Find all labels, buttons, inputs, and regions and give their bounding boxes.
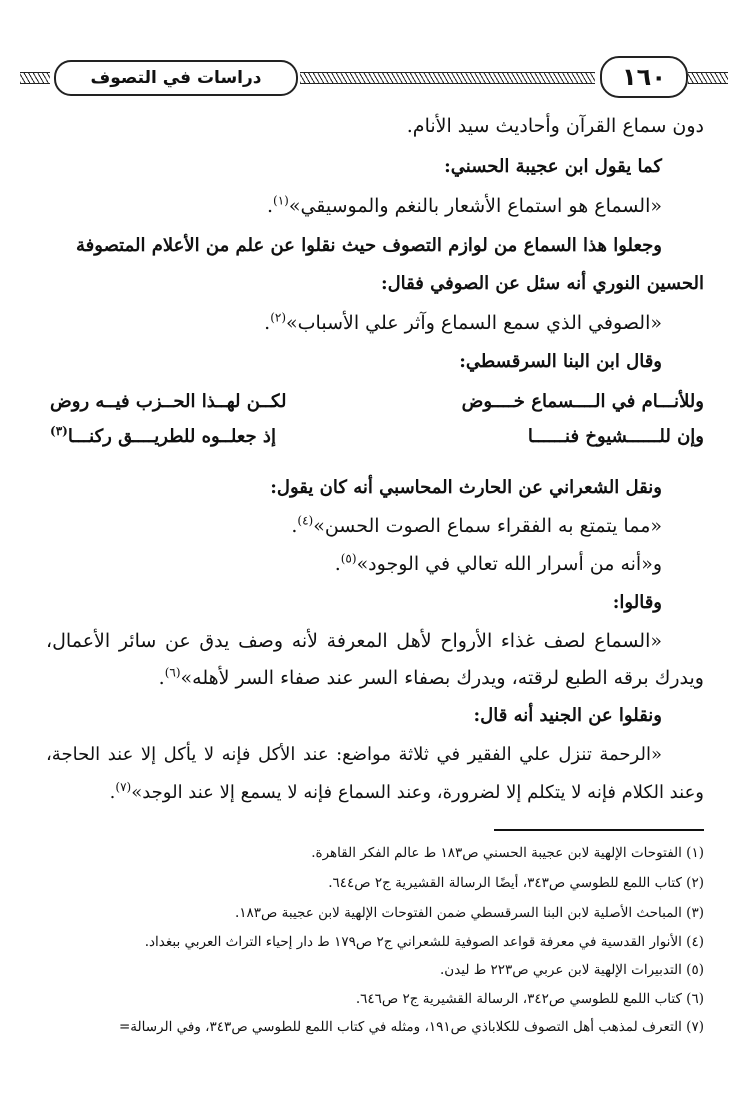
header-ornament-middle xyxy=(300,72,595,84)
body-line-heading: كما يقول ابن عجيبة الحسني: xyxy=(444,156,662,177)
body-line-heading: ونقلوا عن الجنيد أنه قال: xyxy=(473,705,662,726)
footnote-separator xyxy=(494,829,704,831)
quote-line: «مما يتمتع به الفقراء سماع الصوت الحسن»$^{(٤)}$. xyxy=(291,513,662,537)
quote-line: «السماع لصف غذاء الأرواح لأهل المعرفة لأنه وصف يدق عن سائر الأعمال، xyxy=(46,630,662,652)
quote-line: «السماع هو استماع الأشعار بالنغم والموسيقي»$^{(١)}$. xyxy=(266,193,662,217)
quote-line: ويدرك برقه الطبع لرقته، ويدرك بصفاء السر عند صفاء السر لأهله»$^{(٦)}$. xyxy=(158,665,704,689)
footnote: (٥) التدبيرات الإلهية لابن عربي ص٢٢٣ ط ليدن. xyxy=(439,962,704,978)
footnote: (٧) التعرف لمذهب أهل التصوف للكلاباذي ص١٩١، ومثله في كتاب اللمع للطوسي ص٣٤٣، وفي الرسالة= xyxy=(118,1019,704,1035)
quote-line: «الرحمة تنزل علي الفقير في ثلاثة مواضع: عند الأكل فإنه لا يأكل إلا عند الحاجة، xyxy=(46,744,662,765)
footnote-ref: (٥) xyxy=(340,551,357,566)
body-line-heading: ونقل الشعراني عن الحارث المحاسبي أنه كان يقول: xyxy=(270,477,662,498)
body-line-heading: وقالوا: xyxy=(612,592,662,613)
body-line-heading: وقال ابن البنا السرقسطي: xyxy=(459,351,662,372)
body-line-heading: الحسين النوري أنه سئل عن الصوفي فقال: xyxy=(380,273,704,294)
quote-line: و«أنه من أسرار الله تعالي في الوجود»$^{(٥)}$. xyxy=(334,551,662,575)
footnote: (٦) كتاب اللمع للطوسي ص٣٤٢، الرسالة القشيرية ج٢ ص٦٤٦. xyxy=(355,991,704,1007)
footnote: (٣) المباحث الأصلية لابن البنا السرقسطي ضمن الفتوحات الإلهية لابن عجيبة ص١٨٣. xyxy=(234,905,704,921)
quote-line: «الصوفي الذي سمع السماع وآثر علي الأسباب»$^{(٢)}$. xyxy=(264,310,662,334)
page-number: ١٦٠ xyxy=(600,56,688,98)
poem-verse-2-first-hemistich: وإن للــــــشيوخ فنــــــا xyxy=(527,426,704,447)
footnote: (٢) كتاب اللمع للطوسي ص٣٤٣، أيضًا الرسالة القشيرية ج٢ ص٦٤٤. xyxy=(328,875,704,891)
book-title: دراسات في التصوف xyxy=(54,60,298,96)
footnote: (٤) الأنوار القدسية في معرفة قواعد الصوفية للشعراني ج٢ ص١٧٩ ط دار إحياء التراث العربي ببغداد. xyxy=(144,934,704,950)
footnote-ref: (١) xyxy=(273,193,289,208)
footnote-ref: (٤) xyxy=(297,513,314,528)
quote-line: وعند الكلام فإنه لا يتكلم إلا لضرورة، وعند السماع فإنه لا يسمع إلا عند الوجد»$^{(٧)}$. xyxy=(109,780,704,803)
footnote: (١) الفتوحات الإلهية لابن عجيبة الحسني ص١٨٣ ط عالم الفكر القاهرة. xyxy=(311,845,704,861)
poem-verse-2-second-hemistich: إذ جعلــوه للطريــــق ركنـــا$^{(٣)}$ xyxy=(50,424,276,447)
footnote-ref: (٢) xyxy=(270,310,287,325)
body-line: دون سماع القرآن وأحاديث سيد الأنام. xyxy=(406,115,704,137)
body-line-heading: وجعلوا هذا السماع من لوازم التصوف حيث نقلوا عن علم من الأعلام المتصوفة xyxy=(76,235,662,256)
footnote-ref: (٦) xyxy=(164,665,181,680)
header-ornament-right xyxy=(688,72,728,84)
footnote-ref: (٣) xyxy=(50,424,68,438)
header-ornament-left xyxy=(20,72,50,84)
page-header xyxy=(20,58,730,98)
poem-verse-1-second-hemistich: لكــن لهــذا الحــزب فيــه روض xyxy=(50,391,287,412)
footnote-ref: (٧) xyxy=(115,780,132,794)
poem-verse-1-first-hemistich: وللأنـــام في الــــسماع خــــوض xyxy=(461,391,704,412)
